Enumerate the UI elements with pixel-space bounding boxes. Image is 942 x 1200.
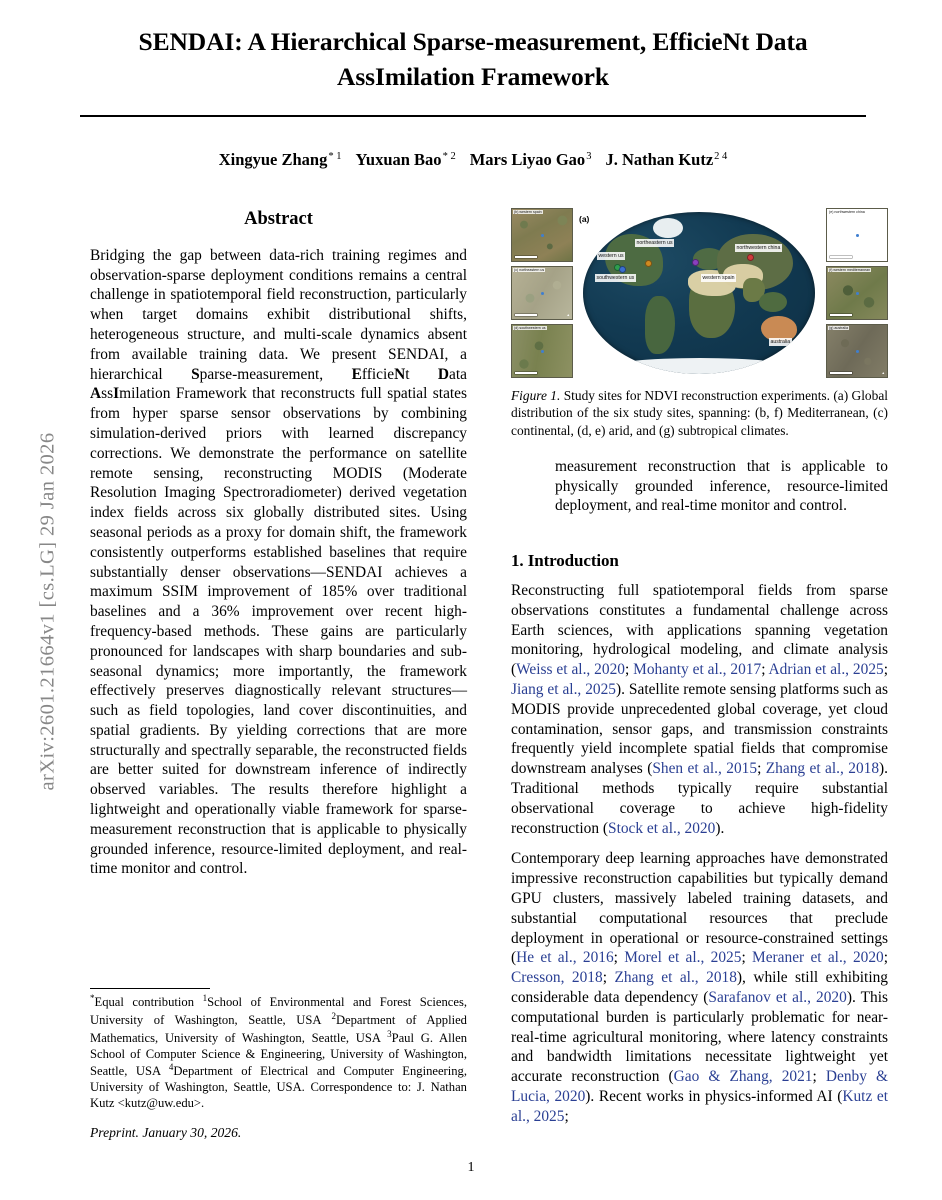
world-map-panel bbox=[577, 208, 822, 378]
author-marks: 3 bbox=[586, 150, 592, 162]
site-marker-northeastern-us bbox=[645, 260, 652, 267]
affiliation-2-sup: 2 bbox=[331, 1010, 336, 1021]
thumbnail-b-scalebar bbox=[515, 256, 537, 258]
abstract-part-6: ss bbox=[101, 385, 114, 403]
thumbnail-d-scalebar bbox=[515, 372, 537, 374]
intro-p1-t6: ; bbox=[757, 760, 766, 778]
thumbnail-c bbox=[511, 266, 573, 320]
author-entry bbox=[356, 150, 456, 169]
thumbnail-c-scalebar bbox=[515, 314, 537, 316]
thumbnail-g bbox=[826, 324, 888, 378]
globe-graphic bbox=[583, 212, 815, 374]
citation-mohanty-2017[interactable]: Mohanty et al., 2017 bbox=[633, 661, 762, 679]
thumbnail-g-label: (g) australia bbox=[829, 326, 848, 330]
intro-p1-t1: Reconstructing full spatiotemporal fields from sparse observations constitutes a fundamental challenge across Earth sciences, with applications spanning vegetation monitoring, hydrological modeling, and climate analysis ( bbox=[511, 582, 888, 679]
intro-p2-t3: ; bbox=[741, 949, 753, 967]
intro-p2-t9: ). Recent works in physics-informed AI ( bbox=[585, 1088, 843, 1105]
thumbnail-d bbox=[511, 324, 573, 378]
site-label-northeastern-us: northeastern us bbox=[636, 239, 673, 246]
thumbnail-c-north-icon: ▲ bbox=[566, 312, 570, 317]
intro-p2-t5: ; bbox=[602, 969, 615, 987]
intro-p1-t7: ). Traditional methods typically require substantial observational coverage to achieve high-fidelity reconstruction ( bbox=[511, 760, 889, 837]
intro-p1-t2: ; bbox=[624, 661, 634, 679]
intro-p1-t3: ; bbox=[761, 661, 769, 679]
footnote-divider bbox=[90, 988, 210, 989]
author-marks: 2 4 bbox=[714, 150, 728, 162]
thumbnail-e bbox=[826, 208, 888, 262]
thumbnail-f bbox=[826, 266, 888, 320]
figure-1-image bbox=[511, 208, 888, 378]
intro-p2-t8: ; bbox=[812, 1068, 826, 1086]
citation-zhang-2018-b[interactable]: Zhang et al., 2018 bbox=[614, 969, 737, 987]
continent-antarctica bbox=[605, 358, 795, 374]
intro-p2-t4: ; bbox=[883, 949, 889, 967]
abstract-part-7: milation Framework that reconstructs full spatial states from hyper sparse sensor observations by combining simulation-derived priors with learned discrepancy corrections. We demonstrate the performance on satellite remote sensing, reconstructing MODIS (Moderate Resolution Imaging Spectroradiometer) derived vegetation index fields across six globally distributed sites. Using seasonal periods as a proxy for domain shift, the framework consistently outperforms established baselines that require substantially denser observations—SENDAI achieves a maximum SSIM improvement of 185% over traditional baselines and a 36% improvement over recent high-frequency-based methods. These gains are particularly pronounced for landscapes with sharp boundaries and sub-seasonal dynamics; more importantly, the framework effectively preserves diagnostically relevant structures—such as field topologies, land cover discontinuities, and spatial gradients. By yielding corrections that are more structurally and spectrally separable, the reconstructed fields are better suited for downstream inference of indirectly observed variables. The results therefore highlight a lightweight and operationally viable framework for sparse-measurement reconstruction that is applicable to physically grounded inference, resource-limited deployment, and real-time monitor and control. bbox=[90, 385, 467, 878]
figure-1-caption bbox=[511, 387, 888, 439]
left-column bbox=[90, 208, 467, 890]
affiliation-4-sup: 4 bbox=[168, 1062, 174, 1073]
author-entry bbox=[605, 150, 727, 169]
thumbnail-e-scalebar bbox=[830, 256, 852, 258]
thumbnail-e-label: (e) northwestern china bbox=[829, 210, 865, 214]
intro-p2-t1: Contemporary deep learning approaches have demonstrated impressive reconstruction capabilities but typically demand GPU clusters, massively labeled training datasets, and substantial computational resources that preclude deployment in operational or resource-constrained settings ( bbox=[511, 850, 888, 967]
thumbnail-f-marker bbox=[856, 292, 859, 295]
abstract-heading: Abstract bbox=[244, 209, 313, 229]
author-name: Mars Liyao Gao bbox=[469, 150, 586, 169]
figure-1-caption-label: Figure 1. bbox=[511, 388, 561, 403]
acronym-letter-e: E bbox=[351, 365, 362, 383]
citation-adrian-2025[interactable]: Adrian et al., 2025 bbox=[768, 661, 884, 679]
site-label-australia: australia bbox=[770, 338, 791, 345]
thumbnail-d-label: (d) southwestern us bbox=[514, 326, 546, 330]
acronym-letter-n: N bbox=[394, 365, 406, 383]
title-block bbox=[80, 24, 866, 94]
abstract-text bbox=[90, 246, 467, 880]
intro-p1-t8: ). bbox=[715, 819, 725, 837]
thumbnail-b bbox=[511, 208, 573, 262]
affiliation-1: School of Environmental and Forest Sciences, University of Washington, Seattle, USA bbox=[90, 995, 468, 1028]
intro-p2-t10: ; bbox=[564, 1107, 569, 1125]
thumbnail-e-north-icon: ▲ bbox=[881, 254, 885, 259]
site-label-northwestern-china: northwestern china bbox=[736, 244, 781, 251]
introduction-paragraph-2 bbox=[511, 849, 888, 1126]
citation-stock-2020[interactable]: Stock et al., 2020 bbox=[608, 819, 716, 837]
abstract-part-4: t bbox=[405, 365, 438, 383]
right-column bbox=[511, 208, 888, 1138]
page-number: 1 bbox=[467, 1160, 475, 1175]
citation-weiss-2020[interactable]: Weiss et al., 2020 bbox=[516, 661, 625, 679]
footnote-block bbox=[90, 993, 467, 1111]
thumbnail-e-marker bbox=[856, 234, 859, 237]
site-label-western-us: western us bbox=[598, 252, 624, 259]
author-entry bbox=[219, 150, 342, 169]
correspondence-line: Correspondence to: J. Nathan Kutz <kutz@uw.edu>. bbox=[90, 1080, 467, 1110]
citation-zhang-2018-a[interactable]: Zhang et al., 2018 bbox=[765, 760, 880, 778]
acronym-letter-a: A bbox=[90, 385, 102, 403]
abstract-part-5: ata bbox=[449, 365, 467, 383]
intro-p2-t2: ; bbox=[613, 949, 625, 967]
author-entry bbox=[470, 150, 592, 169]
thumbnail-b-marker bbox=[541, 234, 544, 237]
continent-southeast-asia bbox=[759, 292, 787, 312]
affiliation-2: Department of Applied Mathematics, University of Washington, Seattle, USA bbox=[90, 1013, 467, 1045]
thumbnail-f-scalebar bbox=[830, 314, 852, 316]
thumbnail-g-scalebar bbox=[830, 372, 852, 374]
footnote-equal-contribution: Equal contribution bbox=[94, 995, 194, 1010]
intro-p2-t7: ). This computational burden is particularly problematic for near-real-time agricultural monitoring, where latency constraints and bandwidth limitations necessitate lightweight yet accurate reconstruction ( bbox=[511, 989, 889, 1086]
citation-cresson-2018[interactable]: Cresson, 2018 bbox=[511, 969, 603, 987]
thumbnail-g-marker bbox=[856, 350, 859, 353]
intro-p1-t5: ). Satellite remote sensing platforms such as MODIS provide unprecedented global coverage, yet cloud contamination, sensor gaps, and transmission constraints frequently yield incomplete spatial fields that compromise downstream analyses ( bbox=[511, 681, 888, 778]
introduction-paragraph-1 bbox=[511, 581, 888, 838]
affiliation-4: Department of Electrical and Computer Engineering, University of Washington, Seattle, USA. bbox=[90, 1064, 467, 1095]
citation-shen-2015[interactable]: Shen et al., 2015 bbox=[652, 760, 758, 778]
page-title: SENDAI: A Hierarchical Sparse-measurement, EfficieNt Data AssImilation Framework bbox=[138, 27, 808, 92]
affiliation-1-sup: 1 bbox=[202, 993, 208, 1003]
affiliation-3-sup: 3 bbox=[387, 1028, 392, 1039]
site-marker-western-spain bbox=[692, 259, 699, 266]
citation-kutz-2025[interactable]: Kutz et al., 2025 bbox=[511, 1088, 888, 1125]
author-marks: * 1 bbox=[328, 150, 342, 162]
citation-gao-zhang-2021[interactable]: Gao & Zhang, 2021 bbox=[673, 1068, 813, 1086]
thumbnail-c-label: (c) northeastern us bbox=[514, 268, 545, 272]
site-marker-northwestern-china bbox=[747, 254, 754, 261]
citation-meraner-2020[interactable]: Meraner et al., 2020 bbox=[752, 949, 884, 967]
site-label-southwestern-us: southwestern us bbox=[596, 274, 635, 281]
site-label-western-spain: western spain bbox=[702, 274, 735, 281]
abstract-part-3: fficie bbox=[361, 365, 395, 383]
thumbnail-c-marker bbox=[541, 292, 544, 295]
footnote-star: * bbox=[90, 993, 95, 1003]
thumbnail-g-north-icon: ▲ bbox=[881, 370, 885, 375]
author-name: Xingyue Zhang bbox=[218, 150, 328, 169]
intro-p1-t4: ; bbox=[883, 661, 888, 679]
acronym-letter-s: S bbox=[191, 365, 200, 383]
figure-1 bbox=[511, 208, 888, 439]
thumbnail-d-marker bbox=[541, 350, 544, 353]
acronym-letter-d: D bbox=[437, 365, 450, 383]
abstract-continuation: measurement reconstruction that is applicable to physically grounded inference, resource-limited deployment, and real-time monitor and control. bbox=[555, 457, 888, 515]
title-divider bbox=[80, 115, 866, 117]
continent-south-america bbox=[645, 296, 675, 354]
citation-sarafanov-2020[interactable]: Sarafanov et al., 2020 bbox=[708, 989, 847, 1007]
acronym-letter-i: I bbox=[113, 385, 120, 403]
intro-p2-t6: ), while still exhibiting considerable data dependency ( bbox=[511, 969, 889, 1007]
author-name: Yuxuan Bao bbox=[355, 150, 442, 169]
citation-morel-2025[interactable]: Morel et al., 2025 bbox=[624, 949, 742, 967]
thumbnail-b-label: (b) western spain bbox=[514, 210, 542, 214]
site-marker-southwestern-us bbox=[619, 266, 626, 273]
abstract-part-2: parse-measurement, bbox=[199, 365, 352, 383]
section-heading-introduction: 1. Introduction bbox=[511, 551, 619, 571]
thumbnail-f-label: (f) western mediterranean bbox=[829, 268, 871, 272]
figure-1-caption-text: Study sites for NDVI reconstruction experiments. (a) Global distribution of the six study sites, spanning: (b, f) Mediterranean, (c) continental, (d, e) arid, and (g) subtropical climates. bbox=[511, 388, 888, 438]
arxiv-stamp: arXiv:2601.21664v1 [cs.LG] 29 Jan 2026 bbox=[36, 432, 59, 791]
author-name: J. Nathan Kutz bbox=[605, 150, 714, 169]
citation-jiang-2025[interactable]: Jiang et al., 2025 bbox=[511, 681, 617, 699]
thumbnail-strip-left bbox=[511, 208, 573, 378]
citation-he-2016[interactable]: He et al., 2016 bbox=[516, 949, 614, 967]
author-marks: * 2 bbox=[442, 150, 456, 162]
author-list bbox=[80, 150, 866, 170]
preprint-line: Preprint. January 30, 2026. bbox=[90, 1125, 242, 1140]
citation-denby-lucia-2020[interactable]: Denby & Lucia, 2020 bbox=[511, 1068, 888, 1105]
affiliation-3: Paul G. Allen School of Computer Science & Engineering, University of Washington, Seattle, USA bbox=[90, 1030, 467, 1079]
abstract-part-1: Bridging the gap between data-rich training regimes and observation-sparse deployment conditions remains a central challenge in spatiotemporal field reconstruction, particularly when target domains exhibit distributional shifts, heterogeneous structure, and multi-scale dynamics absent from available training data. We present SENDAI, a hierarchical bbox=[90, 246, 467, 383]
thumbnail-strip-right bbox=[826, 208, 888, 378]
panel-a-label: (a) bbox=[579, 214, 590, 224]
continent-greenland bbox=[653, 218, 683, 238]
